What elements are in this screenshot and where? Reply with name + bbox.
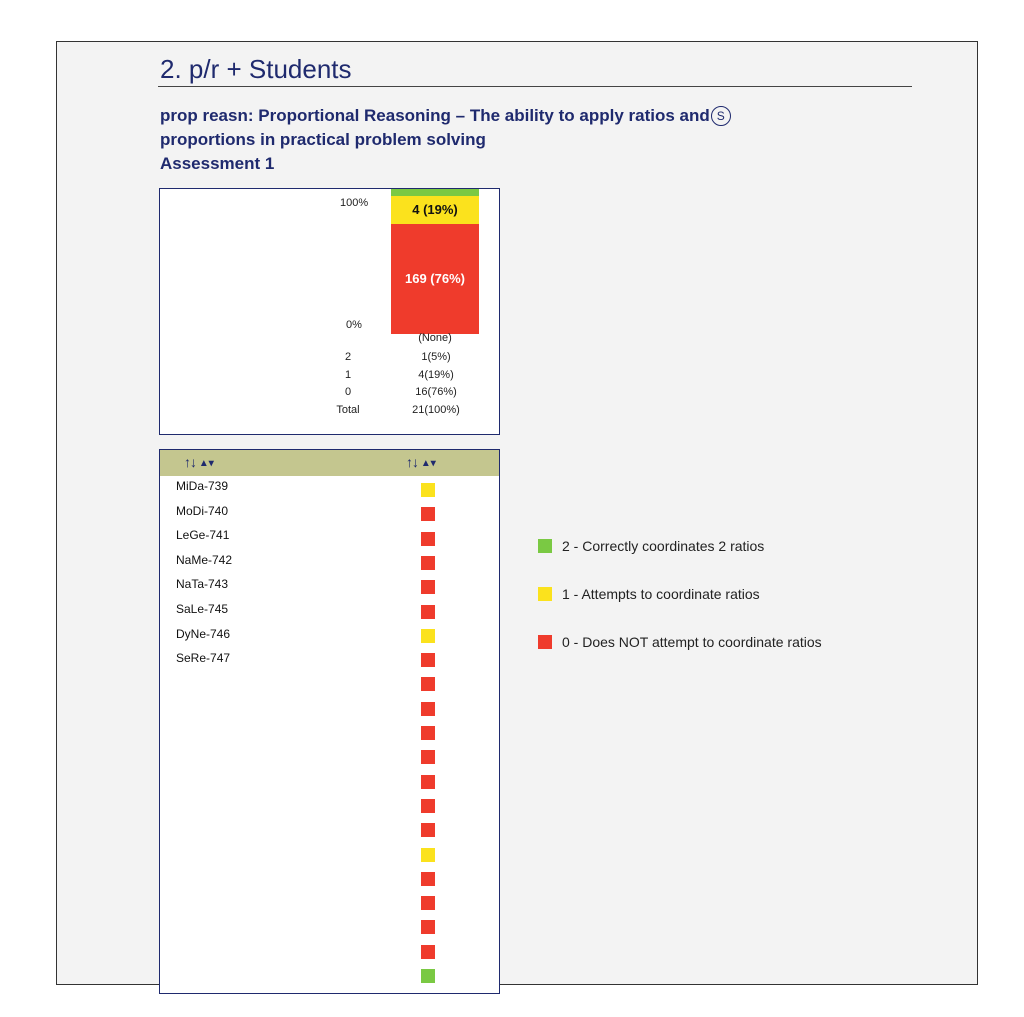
roster-header <box>160 450 499 476</box>
score-square-1[interactable] <box>421 848 435 862</box>
report-title: 2. p/r + Students <box>160 54 352 84</box>
legend-text: 2 - Correctly coordinates 2 ratios <box>562 538 765 554</box>
score-square-0[interactable] <box>421 775 435 789</box>
score-square-0[interactable] <box>421 920 435 934</box>
summary-score-label: 0 <box>344 386 352 398</box>
score-square-0[interactable] <box>421 872 435 886</box>
legend-text: 0 - Does NOT attempt to coordinate ratios <box>562 634 822 650</box>
score-square-0[interactable] <box>421 823 435 837</box>
legend-text: 1 - Attempts to coordinate ratios <box>562 586 760 602</box>
student-name[interactable]: MiDa-739 <box>176 479 229 493</box>
title-divider <box>158 86 912 87</box>
score-square-0[interactable] <box>421 580 435 594</box>
score-square-2[interactable] <box>421 969 435 983</box>
legend-swatch <box>538 587 552 601</box>
score-square-0[interactable] <box>421 702 435 716</box>
score-square-0[interactable] <box>421 532 435 546</box>
distribution-chart <box>159 188 500 435</box>
summary-count-value: 1(5%) <box>421 351 451 363</box>
score-square-0[interactable] <box>421 605 435 619</box>
student-name[interactable]: DyNe-746 <box>176 626 231 641</box>
summary-score-label: 2 <box>344 351 352 363</box>
score-square-0[interactable] <box>421 750 435 764</box>
summary-score-label: Total <box>336 404 360 416</box>
score-square-1[interactable] <box>421 993 435 994</box>
legend-item-score-2 <box>538 538 764 554</box>
score-square-0[interactable] <box>421 945 435 959</box>
student-name[interactable]: SeRe-747 <box>176 651 231 666</box>
score-square-1[interactable] <box>421 483 435 497</box>
legend-swatch <box>538 539 552 553</box>
score-square-0[interactable] <box>421 799 435 813</box>
legend-item-score-1 <box>538 586 760 602</box>
sort-caret-icon: ▲▾ <box>198 458 214 469</box>
bar-segment-score-2[interactable] <box>391 189 479 196</box>
axis-label-bottom: 0% <box>346 319 362 331</box>
student-name[interactable]: NaMe-742 <box>176 552 233 567</box>
assessment-label: Assessment 1 <box>160 154 275 173</box>
sort-by-score-control[interactable] <box>406 454 436 470</box>
bar-category-label: (None) <box>418 332 452 344</box>
summary-count-value: 21(100%) <box>412 404 460 416</box>
student-name[interactable]: MoDi-740 <box>176 503 229 518</box>
sort-caret-icon: ▲▾ <box>420 458 436 469</box>
score-square-0[interactable] <box>421 653 435 667</box>
skill-description-line-1 <box>160 104 880 128</box>
bar-segment-label: 4 (19%) <box>412 202 458 218</box>
student-name[interactable]: SaLe-745 <box>176 602 229 616</box>
skill-description-text-1: prop reasn: Proportional Reasoning – The ability to apply ratios and <box>160 106 710 125</box>
student-roster <box>159 449 500 994</box>
sort-arrows-icon: ↑↓ <box>184 454 196 470</box>
skill-description-line-2: proportions in practical problem solving <box>160 130 486 149</box>
bar-segment-label: 169 (76%) <box>405 270 465 286</box>
sort-arrows-icon: ↑↓ <box>406 454 418 470</box>
standard-icon[interactable]: S <box>711 106 731 126</box>
legend-item-score-0 <box>538 634 822 650</box>
summary-count-value: 16(76%) <box>415 386 457 398</box>
summary-count-value: 4(19%) <box>418 369 454 381</box>
student-name[interactable]: NaTa-743 <box>176 577 229 592</box>
score-square-0[interactable] <box>421 556 435 570</box>
student-name[interactable]: LeGe-741 <box>176 528 230 543</box>
sort-by-name-control[interactable] <box>184 454 214 470</box>
skill-description <box>160 104 880 152</box>
axis-label-top: 100% <box>340 197 369 209</box>
stacked-bar[interactable] <box>391 189 479 334</box>
score-square-0[interactable] <box>421 726 435 740</box>
score-square-1[interactable] <box>421 629 435 643</box>
summary-score-label: 1 <box>344 369 352 381</box>
legend-swatch <box>538 635 552 649</box>
score-square-0[interactable] <box>421 896 435 910</box>
score-square-0[interactable] <box>421 677 435 691</box>
score-square-0[interactable] <box>421 507 435 521</box>
